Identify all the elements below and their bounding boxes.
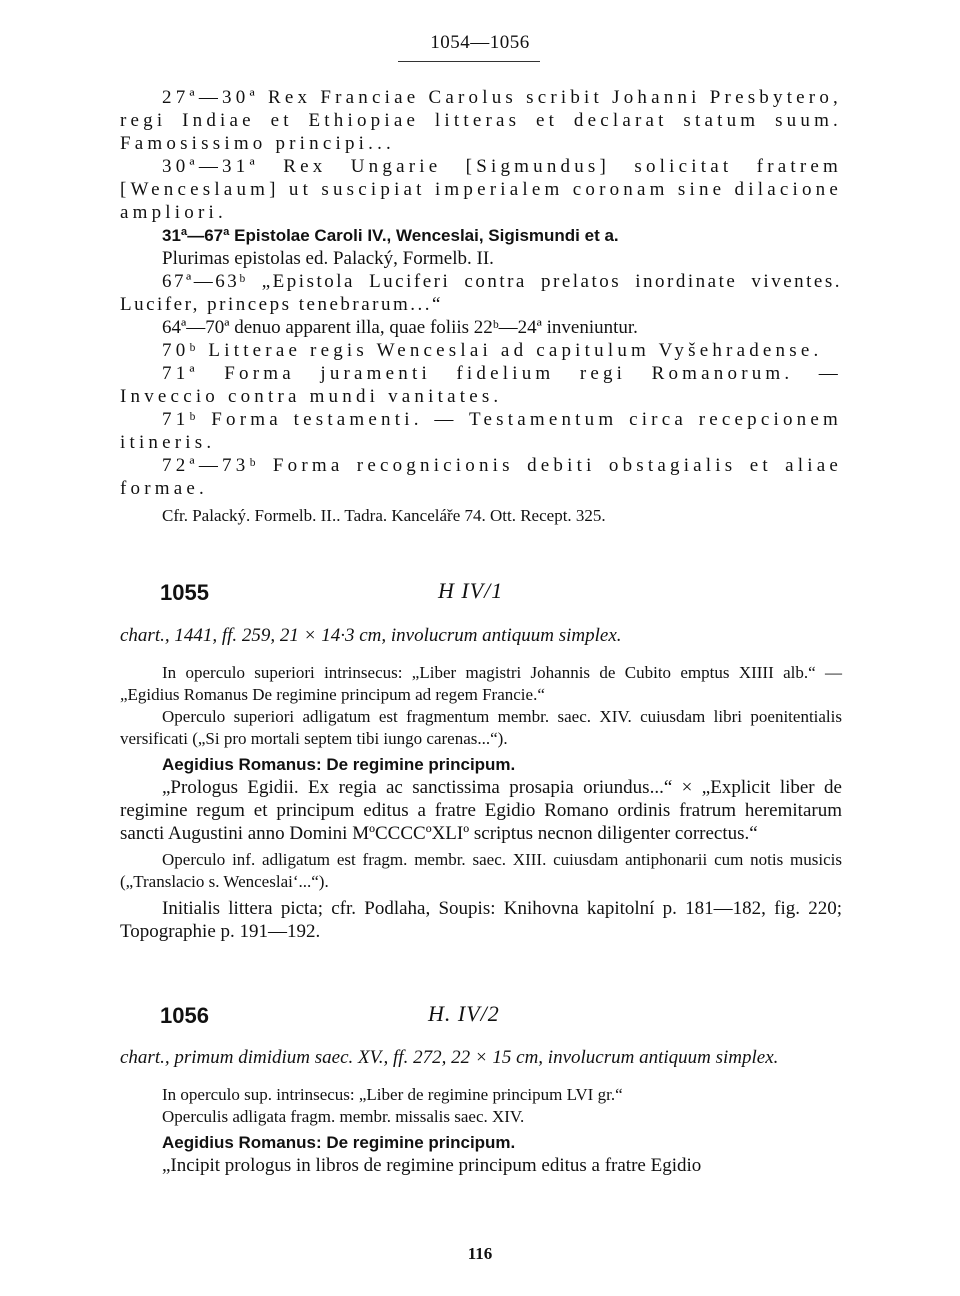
item-plurimas: Plurimas epistolas ed. Palacký, Formelb. II. bbox=[162, 248, 494, 269]
work-title-1056: Aegidius Romanus: De regimine principum. bbox=[162, 1133, 516, 1152]
incipit-1056: „Incipit prologus in libros de regimine principum editus a fratre Egidio bbox=[162, 1155, 702, 1176]
literature-1055: Initialis littera picta; cfr. Podlaha, Soupis: Knihovna kapitolní p. 181—182, fig. 220; Topographie p. 191—192. bbox=[120, 898, 842, 942]
item-cfr: Cfr. Palacký. Formelb. II.. Tadra. Kanceláře 74. Ott. Recept. 325. bbox=[162, 506, 606, 525]
item-64a-70a: 64ª—70ª denuo apparent illa, quae foliis 22ᵇ—24ª inveniuntur. bbox=[162, 317, 638, 338]
entry-1056 bbox=[120, 1046, 842, 1177]
item-27a-30a: 27ª—30ª Rex Franciae Carolus scribit Johanni Presbytero, regi Indiae et Ethiopiae litteras et declarat statum suum. Famosissimo principi... bbox=[120, 87, 842, 154]
shelfmark-1055: H IV/1 bbox=[438, 578, 504, 603]
note-binding-1055: In operculo superiori intrinsecus: „Liber magistri Johannis de Cubito emptus XIIII alb.“ — „Egidius Romanus De regimine principum ad regem Francie.“ bbox=[120, 663, 842, 704]
physical-description-1056: chart., primum dimidium saec. XV., ff. 272, 22 × 15 cm, involucrum antiquum simplex. bbox=[120, 1047, 779, 1068]
header-rule bbox=[398, 61, 540, 62]
incipit-1055: „Prologus Egidii. Ex regia ac sanctissima prosapia oriundus...“ × „Explicit liber de regimine regum et principum editus a fratre Egidio Romano ordinis fratrum heremitarum sancti Augustini anno Domini MºCCCCºXLIº scriptus necnon diligenter correctus.“ bbox=[120, 777, 842, 844]
item-72a-73b: 72ª—73ᵇ Forma recognicionis debiti obstagialis et aliae formae. bbox=[120, 455, 842, 499]
item-70b: 70ᵇ Litterae regis Wenceslai ad capitulum Vyšehradense. bbox=[162, 340, 823, 361]
entry-1054 bbox=[120, 86, 842, 527]
item-67a-63b: 67ª—63ᵇ „Epistola Luciferi contra prelatos inordinate viventes. Lucifer, princeps tenebrarum...“ bbox=[120, 271, 842, 315]
physical-description-1055: chart., 1441, ff. 259, 21 × 14·3 cm, involucrum antiquum simplex. bbox=[120, 625, 622, 646]
page-number: 116 bbox=[467, 1244, 493, 1263]
item-71a: 71ª Forma juramenti fidelium regi Romanorum. — Inveccio contra mundi vanitates. bbox=[120, 363, 842, 407]
shelfmark-1056: H. IV/2 bbox=[428, 1001, 500, 1026]
entry-number-1055: 1055 bbox=[160, 580, 209, 605]
item-71b: 71ᵇ Forma testamenti. — Testamentum circa recepcionem itineris. bbox=[120, 409, 842, 453]
item-31a-67a: 31ª—67ª Epistolae Caroli IV., Wenceslai, Sigismundi et a. bbox=[162, 226, 619, 245]
note-fragment-1056: Operculis adligata fragm. membr. missalis saec. XIV. bbox=[162, 1107, 525, 1126]
running-header: 1054—1056 bbox=[430, 32, 530, 53]
note-fragment-1055: Operculo superiori adligatum est fragmentum membr. saec. XIV. cuiusdam libri poenitentialis versificati („Si pro mortali septem tibi iungo carenas...“). bbox=[120, 707, 842, 748]
note-inf-1055: Operculo inf. adligatum est fragm. membr. saec. XIII. cuiusdam antiphonarii cum notis musicis („Translacio s. Wenceslai‘...“). bbox=[120, 850, 842, 891]
entry-number-1056: 1056 bbox=[160, 1003, 209, 1028]
item-30a-31a: 30ª—31ª Rex Ungarie [Sigmundus] solicitat fratrem [Wenceslaum] ut suscipiat imperialem coronam sine dilacione ampliori. bbox=[120, 156, 842, 223]
note-binding-1056: In operculo sup. intrinsecus: „Liber de regimine principum LVI gr.“ bbox=[162, 1085, 623, 1104]
work-title-1055: Aegidius Romanus: De regimine principum. bbox=[162, 755, 516, 774]
entry-1055 bbox=[120, 624, 842, 943]
